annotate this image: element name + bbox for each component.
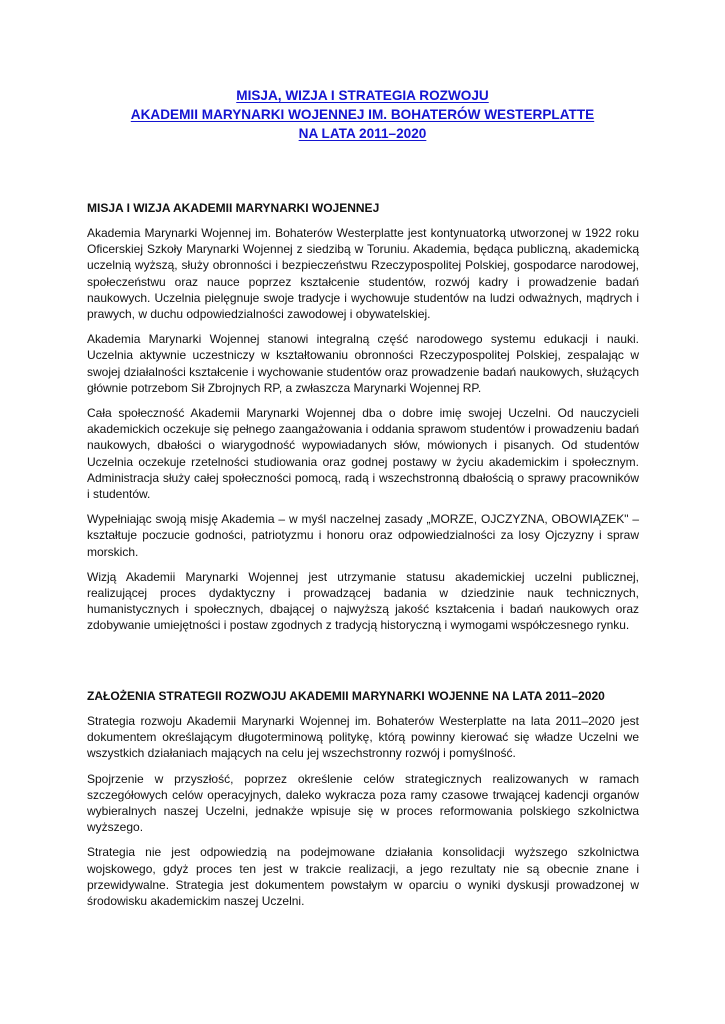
section-strategy-assumptions	[87, 688, 639, 918]
section-heading: ZAŁOŻENIA STRATEGII ROZWOJU AKADEMII MARYNARKI WOJENNE NA LATA 2011–2020	[87, 689, 605, 703]
document-title	[60, 86, 665, 143]
paragraph: Akademia Marynarki Wojennej im. Bohaterów Westerplatte jest kontynuatorką utworzonej w 1922 roku Oficerskiej Szkoły Marynarki Wojennej z siedzibą w Toruniu. Akademia, będąca publiczną, akademicką uczelnią wyższą, służy obronności i bezpieczeństwu Rzeczypospolitej Polskiej, gospodarce narodowej, społeczeństwu oraz nauce poprzez kształcenie studentów, rozwój kadry i prowadzenie badań naukowych. Uczelnia pielęgnuje swoje tradycje i wychowuje studentów na ludzi odważnych, mądrych i prawych, w duchu odpowiedzialności zawodowej i obywatelskiej.	[87, 226, 639, 322]
paragraph: Akademia Marynarki Wojennej stanowi integralną część narodowego systemu edukacji i nauki. Uczelnia aktywnie uczestniczy w kształtowaniu obronności Rzeczypospolitej Polskiej, zespalając w swojej działalności kształcenie i wychowanie studentów oraz prowadzenie badań naukowych, służących głównie potrzebom Sił Zbrojnych RP, a zwłaszcza Marynarki Wojennej RP.	[87, 332, 639, 395]
paragraph: Wizją Akademii Marynarki Wojennej jest utrzymanie statusu akademickiej uczelni publicznej, realizującej proces dydaktyczny i prowadzącej badania w dziedzinie nauk technicznych, humanistycznych i społecznych, dbającej o najwyższą jakość kształcenia i badań naukowych oraz zdobywanie umiejętności i postaw zgodnych z tradycją historyczną i wymogami współczesnego rynku.	[87, 569, 639, 633]
section-mission-vision	[87, 200, 639, 643]
paragraph: Wypełniając swoją misję Akademia – w myśl naczelnej zasady „MORZE, OJCZYZNA, OBOWIĄZEK" – kształtuje poczucie godności, patriotyzmu i honoru oraz odpowiedzialności za losy Ojczyzny i spraw morskich.	[87, 512, 639, 559]
title-line-3: NA LATA 2011–2020	[298, 126, 427, 141]
paragraph: Spojrzenie w przyszłość, poprzez określenie celów strategicznych realizowanych w ramach szczegółowych celów operacyjnych, daleko wykracza poza ramy czasowe trwającej kadencji organów wybieralnych naszej Uczelni, jednakże wpisuje się w proces reformowania polskiego szkolnictwa wyższego.	[87, 771, 639, 835]
title-line-1: MISJA, WIZJA I STRATEGIA ROZWOJU	[236, 88, 489, 103]
paragraph: Strategia rozwoju Akademii Marynarki Wojennej im. Bohaterów Westerplatte na lata 2011–2020 jest dokumentem określającym długoterminową politykę, którą powinny kierować się władze Uczelni we wszystkich działaniach mających na celu jej wszechstronny rozwój i pomyślność.	[87, 714, 639, 761]
paragraph: Cała społeczność Akademii Marynarki Wojennej dba o dobre imię swojej Uczelni. Od nauczycieli akademickich oczekuje się pełnego zaangażowania i oddania sprawom studentów i prowadzeniu badań naukowych, dbałości o wiarygodność wypowiadanych słów, mówionych i pisanych. Od studentów Uczelnia oczekuje rzetelności studiowania oraz godnej postawy w życiu akademickim i społecznym. Administracja służy całej społeczności pomocą, radą i wszechstronną dbałością o sprawy pracowników i studentów.	[87, 406, 639, 502]
paragraph: Strategia nie jest odpowiedzią na podejmowane działania konsolidacji wyższego szkolnictwa wojskowego, gdyż proces ten jest w trakcie realizacji, a jego rezultaty nie są obecnie znane i przewidywalne. Strategia jest dokumentem powstałym w oparciu o wyniki dyskusji prowadzonej w środowisku akademickim naszej Uczelni.	[87, 845, 639, 909]
section-heading: MISJA I WIZJA AKADEMII MARYNARKI WOJENNEJ	[87, 201, 380, 215]
title-line-2: AKADEMII MARYNARKI WOJENNEJ IM. BOHATERÓW WESTERPLATTE	[130, 107, 595, 122]
